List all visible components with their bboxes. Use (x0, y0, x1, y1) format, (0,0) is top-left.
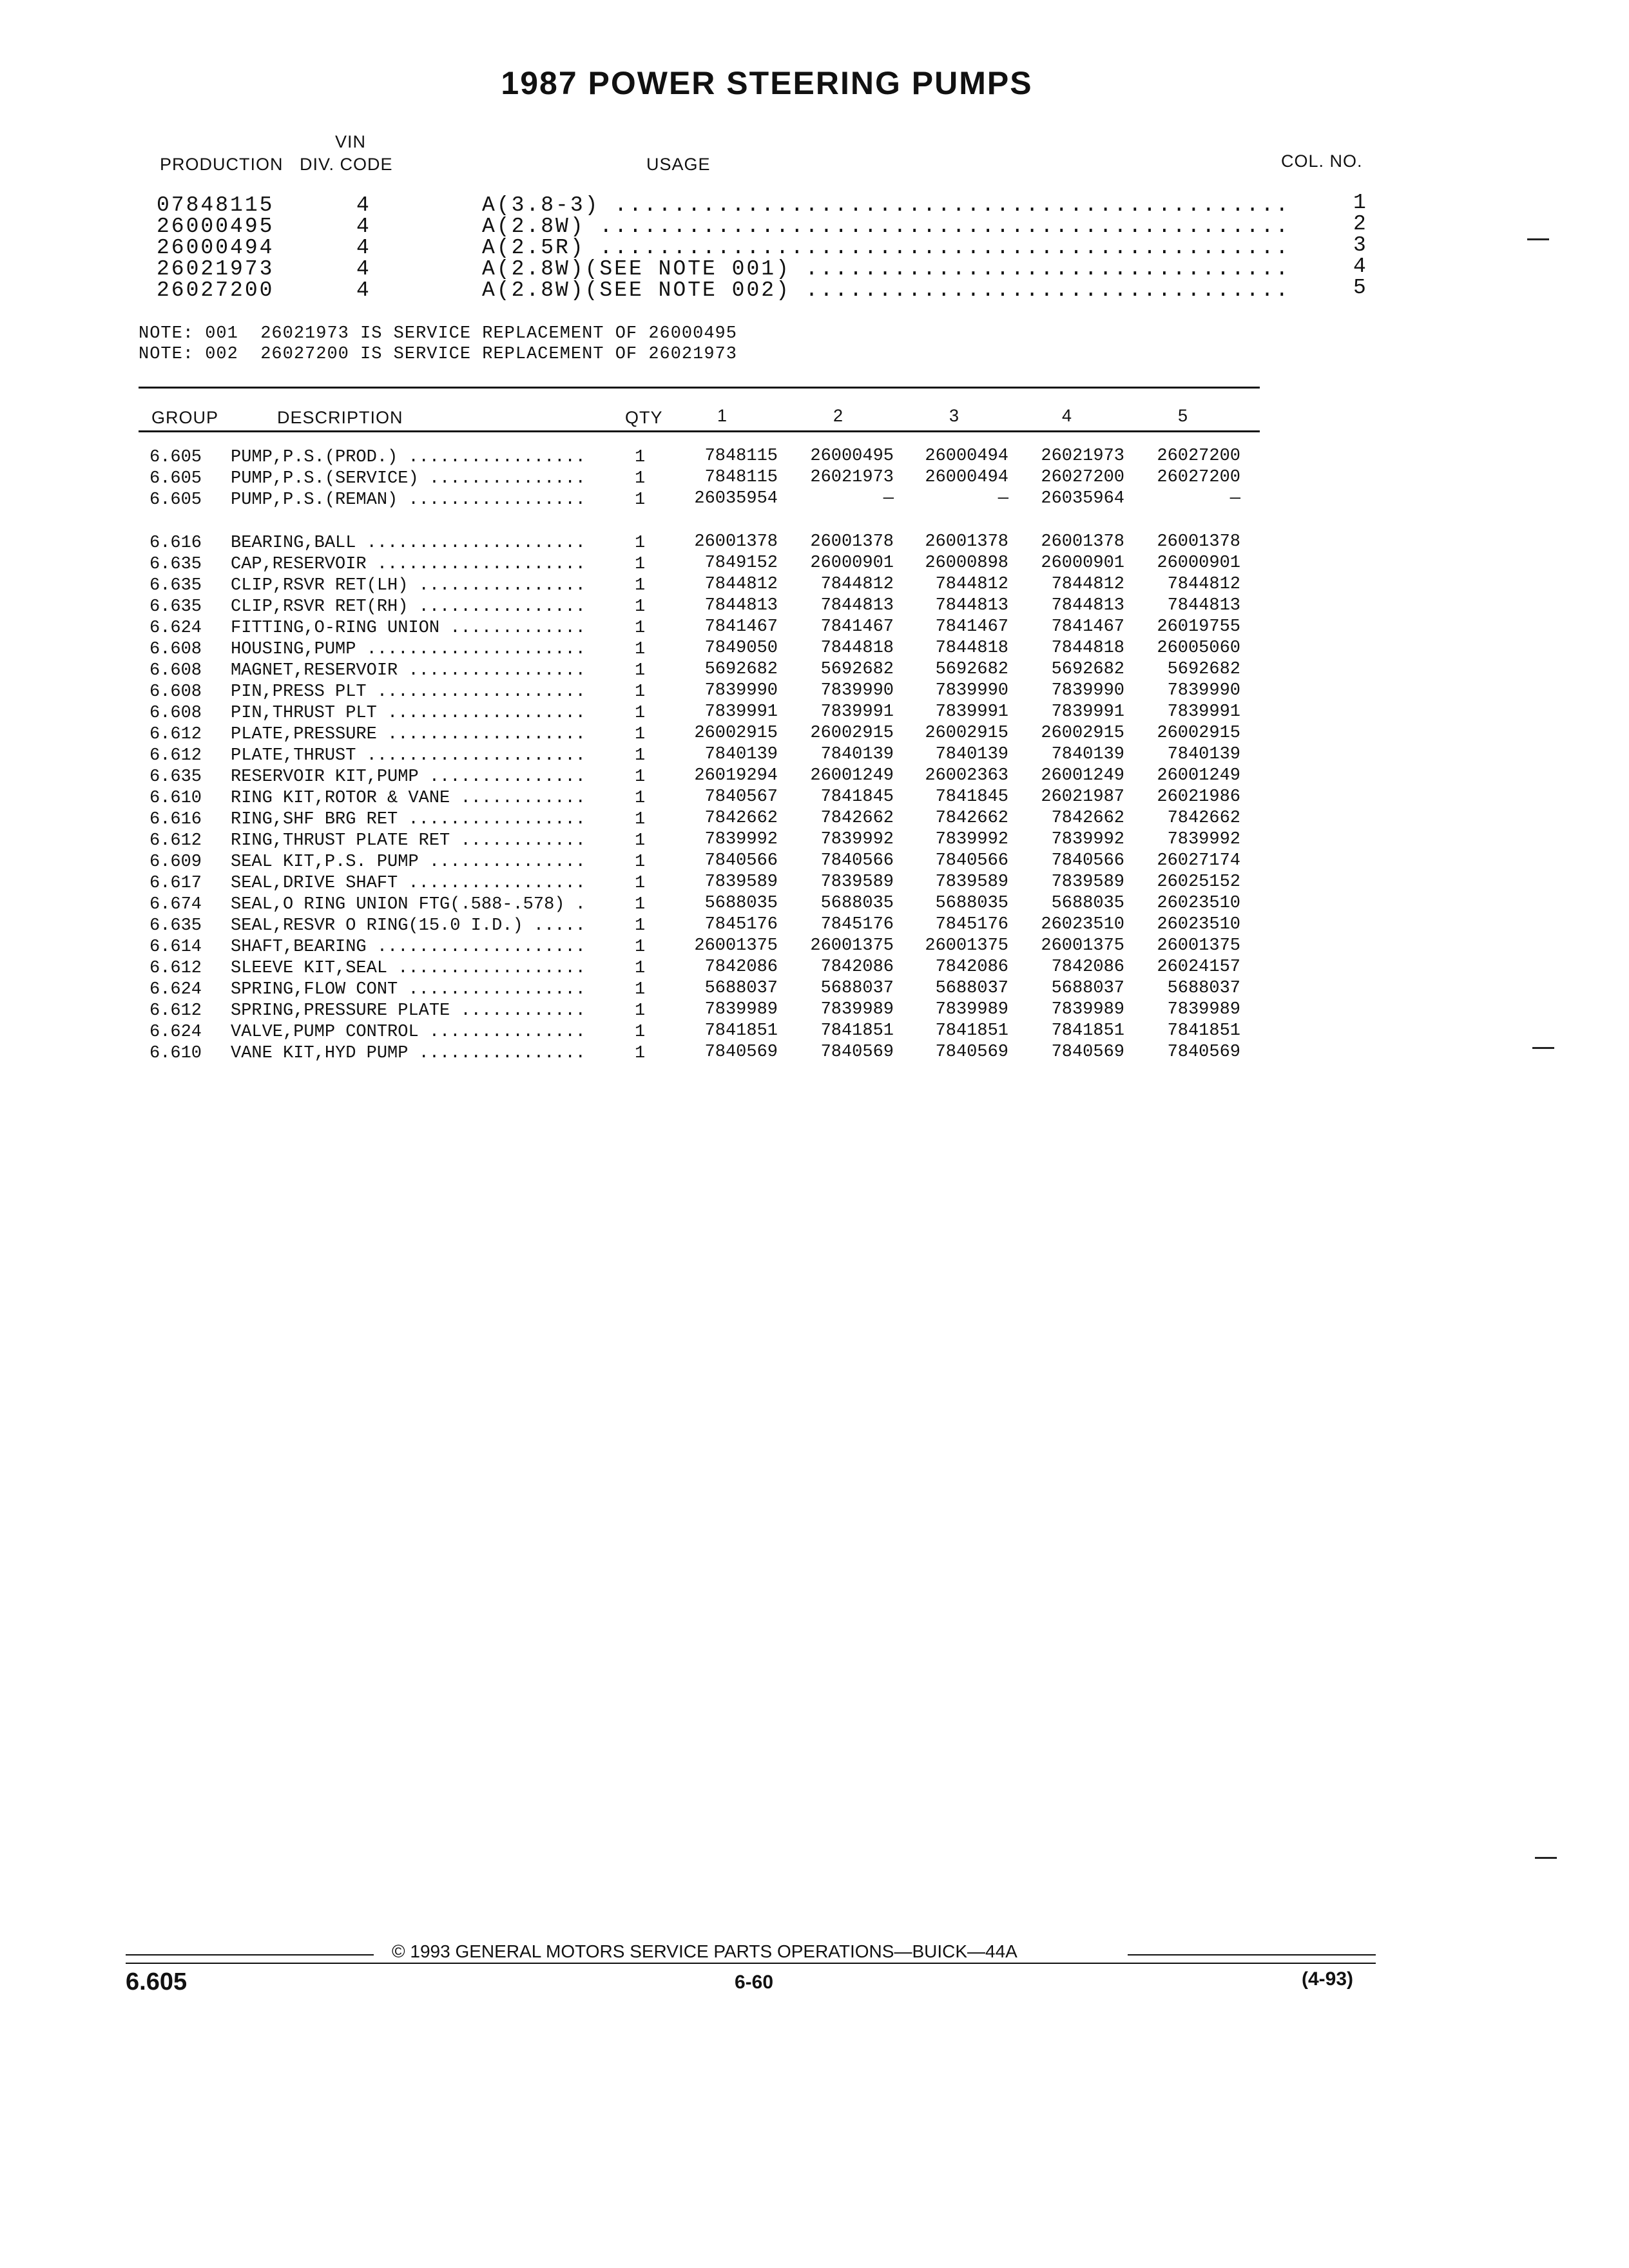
part-description: RESERVOIR KIT,PUMP ............... (231, 767, 586, 787)
vin-header: VIN (335, 132, 367, 151)
part-description: PLATE,PRESSURE ................... (231, 725, 586, 744)
part-number-cell: 26000495 (810, 447, 894, 466)
part-number-cell: 7839989 (820, 1000, 894, 1019)
part-number-cell: 26023510 (1157, 894, 1240, 913)
part-number-cell: 7842662 (935, 809, 1008, 828)
group-number: 6.605 (149, 490, 202, 510)
part-qty: 1 (635, 831, 646, 850)
group-number: 6.612 (149, 959, 202, 978)
part-number-cell: 7841467 (704, 617, 778, 637)
part-number-cell: 7839589 (820, 872, 894, 892)
part-description: SHAFT,BEARING .................... (231, 937, 586, 957)
part-number-cell: 7839589 (704, 872, 778, 892)
col-1-header: 1 (717, 406, 728, 425)
part-number-cell: 7842086 (704, 957, 778, 977)
part-qty: 1 (635, 810, 646, 829)
group-header: GROUP (151, 408, 219, 427)
part-number-cell: 7842086 (820, 957, 894, 977)
part-qty: 1 (635, 959, 646, 978)
part-description: BEARING,BALL ..................... (231, 533, 586, 553)
part-number-cell: 26002915 (925, 724, 1008, 743)
part-number-cell: 7839991 (1051, 702, 1124, 722)
part-number-cell: 7842662 (820, 809, 894, 828)
part-number-cell: 7839990 (1051, 681, 1124, 700)
part-number-cell: 7842662 (1051, 809, 1124, 828)
part-description: SEAL KIT,P.S. PUMP ............... (231, 852, 586, 872)
production-number: 26021973 (157, 257, 275, 281)
part-number-cell: 7839992 (935, 830, 1008, 849)
part-number-cell: 26027200 (1157, 447, 1240, 466)
part-number-cell: — (883, 489, 894, 508)
part-description: HOUSING,PUMP ..................... (231, 640, 586, 659)
col-number: 2 (1353, 212, 1368, 236)
group-number: 6.612 (149, 831, 202, 850)
part-number-cell: 26001378 (1041, 532, 1124, 552)
group-number: 6.610 (149, 789, 202, 808)
part-description: PIN,PRESS PLT .................... (231, 682, 586, 702)
part-qty: 1 (635, 1044, 646, 1063)
part-qty: 1 (635, 448, 646, 467)
part-qty: 1 (635, 597, 646, 617)
part-number-cell: 26035964 (1041, 489, 1124, 508)
part-description: SEAL,RESVR O RING(15.0 I.D.) ..... (231, 916, 586, 936)
part-description: PIN,THRUST PLT ................... (231, 704, 586, 723)
part-description: PUMP,P.S.(SERVICE) ............... (231, 469, 586, 488)
part-number-cell: 26019755 (1157, 617, 1240, 637)
part-number-cell: 26000494 (925, 468, 1008, 487)
part-number-cell: 7845176 (935, 915, 1008, 934)
part-number-cell: 7839589 (935, 872, 1008, 892)
part-description: CAP,RESERVOIR .................... (231, 555, 586, 574)
part-number-cell: 26000898 (925, 553, 1008, 573)
part-number-cell: 7840139 (935, 745, 1008, 764)
part-number-cell: 7840139 (1167, 745, 1240, 764)
part-qty: 1 (635, 725, 646, 744)
part-number-cell: 7845176 (704, 915, 778, 934)
group-number: 6.609 (149, 852, 202, 872)
usage-header: USAGE (646, 155, 711, 174)
part-description: RING KIT,ROTOR & VANE ............ (231, 789, 586, 808)
part-number-cell: 7839990 (704, 681, 778, 700)
page-number: 6-60 (735, 1972, 774, 1993)
part-number-cell: 26021987 (1041, 787, 1124, 807)
part-qty: 1 (635, 916, 646, 936)
part-description: RING,SHF BRG RET ................. (231, 810, 586, 829)
col-4-header: 4 (1062, 406, 1073, 425)
part-description: CLIP,RSVR RET(LH) ................ (231, 576, 586, 595)
part-number-cell: 7844818 (935, 639, 1008, 658)
part-number-cell: 5688037 (1167, 979, 1240, 998)
group-number: 6.612 (149, 746, 202, 765)
table-header-rule (139, 430, 1260, 432)
production-number: 26000494 (157, 236, 275, 260)
part-number-cell: 7839992 (1051, 830, 1124, 849)
col-2-header: 2 (833, 406, 844, 425)
group-number: 6.614 (149, 937, 202, 957)
part-number-cell: 26000901 (1157, 553, 1240, 573)
col-5-header: 5 (1178, 406, 1189, 425)
part-number-cell: 26001378 (810, 532, 894, 552)
part-number-cell: 7839989 (1051, 1000, 1124, 1019)
group-number: 6.635 (149, 767, 202, 787)
part-number-cell: 7849050 (704, 639, 778, 658)
group-number: 6.674 (149, 895, 202, 914)
col-3-header: 3 (949, 406, 960, 425)
part-number-cell: 7842662 (704, 809, 778, 828)
part-number-cell: 26019294 (694, 766, 778, 785)
footer-rule-full (126, 1963, 1376, 1964)
part-number-cell: 7840139 (704, 745, 778, 764)
div-code: 4 (356, 257, 371, 281)
part-number-cell: 5688037 (935, 979, 1008, 998)
part-number-cell: 26001249 (1041, 766, 1124, 785)
part-qty: 1 (635, 704, 646, 723)
part-number-cell: 26001378 (694, 532, 778, 552)
part-number-cell: 7839992 (820, 830, 894, 849)
part-description: RING,THRUST PLATE RET ............ (231, 831, 586, 850)
part-number-cell: 7841851 (1051, 1021, 1124, 1041)
part-number-cell: 7844818 (820, 639, 894, 658)
part-number-cell: 7839992 (1167, 830, 1240, 849)
part-number-cell: 26027174 (1157, 851, 1240, 870)
col-number: 4 (1353, 255, 1368, 278)
part-description: PLATE,THRUST ..................... (231, 746, 586, 765)
part-qty: 1 (635, 852, 646, 872)
part-qty: 1 (635, 980, 646, 999)
part-number-cell: 7841851 (820, 1021, 894, 1041)
section-number: 6.605 (126, 1968, 188, 1995)
part-number-cell: — (1229, 489, 1240, 508)
part-qty: 1 (635, 789, 646, 808)
part-qty: 1 (635, 661, 646, 680)
part-qty: 1 (635, 640, 646, 659)
div-code: 4 (356, 215, 371, 238)
part-qty: 1 (635, 576, 646, 595)
group-number: 6.605 (149, 448, 202, 467)
part-number-cell: 7841845 (820, 787, 894, 807)
part-number-cell: 7848115 (704, 447, 778, 466)
div-code-header: DIV. CODE (300, 155, 393, 174)
part-qty: 1 (635, 937, 646, 957)
part-number-cell: 5688035 (1051, 894, 1124, 913)
part-number-cell: 7844812 (1051, 575, 1124, 594)
part-number-cell: 7840569 (935, 1043, 1008, 1062)
part-description: SPRING,FLOW CONT ................. (231, 980, 586, 999)
part-number-cell: 7844813 (935, 596, 1008, 615)
table-top-rule (139, 387, 1260, 389)
part-number-cell: 26001375 (694, 936, 778, 956)
part-number-cell: 26001375 (925, 936, 1008, 956)
part-number-cell: 26021973 (810, 468, 894, 487)
part-number-cell: 7839989 (704, 1000, 778, 1019)
part-number-cell: 26021973 (1041, 447, 1124, 466)
part-number-cell: 26001375 (1041, 936, 1124, 956)
part-number-cell: 26002915 (1157, 724, 1240, 743)
group-number: 6.635 (149, 555, 202, 574)
group-number: 6.608 (149, 682, 202, 702)
part-description: FITTING,O-RING UNION ............. (231, 619, 586, 638)
part-description: CLIP,RSVR RET(RH) ................ (231, 597, 586, 617)
part-number-cell: 26001378 (1157, 532, 1240, 552)
part-number-cell: 26002915 (1041, 724, 1124, 743)
footer-rule-right (1128, 1954, 1376, 1956)
part-number-cell: 26023510 (1157, 915, 1240, 934)
part-number-cell: 5688037 (1051, 979, 1124, 998)
part-number-cell: 26001375 (1157, 936, 1240, 956)
part-number-cell: 26002363 (925, 766, 1008, 785)
part-number-cell: 5688035 (704, 894, 778, 913)
production-number: 26027200 (157, 278, 275, 302)
part-number-cell: 26005060 (1157, 639, 1240, 658)
group-number: 6.616 (149, 533, 202, 553)
part-description: SEAL,DRIVE SHAFT ................. (231, 874, 586, 893)
part-number-cell: 5688035 (935, 894, 1008, 913)
col-number: 3 (1353, 233, 1368, 257)
page-title: 1987 POWER STEERING PUMPS (501, 65, 1033, 101)
part-description: SPRING,PRESSURE PLATE ............ (231, 1001, 586, 1021)
part-number-cell: 7840139 (820, 745, 894, 764)
margin-mark (1527, 238, 1549, 240)
part-number-cell: 7841851 (704, 1021, 778, 1041)
part-number-cell: 26023510 (1041, 915, 1124, 934)
part-number-cell: 7839991 (1167, 702, 1240, 722)
part-number-cell: 26035954 (694, 489, 778, 508)
part-description: PUMP,P.S.(PROD.) ................. (231, 448, 586, 467)
part-number-cell: 7848115 (704, 468, 778, 487)
part-number-cell: 7844813 (704, 596, 778, 615)
part-number-cell: 7840569 (820, 1043, 894, 1062)
part-qty: 1 (635, 682, 646, 702)
part-number-cell: 7842086 (935, 957, 1008, 977)
part-number-cell: 7841851 (935, 1021, 1008, 1041)
div-code: 4 (356, 236, 371, 260)
group-number: 6.624 (149, 980, 202, 999)
part-qty: 1 (635, 490, 646, 510)
usage-text: A(2.8W)(SEE NOTE 002) ................................. (482, 278, 1291, 302)
part-number-cell: — (998, 489, 1008, 508)
part-qty: 1 (635, 874, 646, 893)
group-number: 6.617 (149, 874, 202, 893)
part-number-cell: 26027200 (1041, 468, 1124, 487)
group-number: 6.624 (149, 1023, 202, 1042)
group-number: 6.610 (149, 1044, 202, 1063)
part-number-cell: 7841467 (935, 617, 1008, 637)
part-qty: 1 (635, 746, 646, 765)
part-number-cell: 7839991 (820, 702, 894, 722)
part-number-cell: 26025152 (1157, 872, 1240, 892)
group-number: 6.612 (149, 725, 202, 744)
col-number: 5 (1353, 276, 1368, 300)
part-number-cell: 7840566 (704, 851, 778, 870)
group-number: 6.624 (149, 619, 202, 638)
part-number-cell: 7840569 (704, 1043, 778, 1062)
part-description: PUMP,P.S.(REMAN) ................. (231, 490, 586, 510)
part-qty: 1 (635, 619, 646, 638)
part-description: SLEEVE KIT,SEAL .................. (231, 959, 586, 978)
part-number-cell: 7842662 (1167, 809, 1240, 828)
part-number-cell: 7844812 (704, 575, 778, 594)
div-code: 4 (356, 193, 371, 217)
part-qty: 1 (635, 1023, 646, 1042)
part-number-cell: 7844818 (1051, 639, 1124, 658)
part-qty: 1 (635, 895, 646, 914)
part-number-cell: 26001249 (1157, 766, 1240, 785)
part-number-cell: 7839991 (935, 702, 1008, 722)
description-header: DESCRIPTION (277, 408, 403, 427)
part-number-cell: 5692682 (1167, 660, 1240, 679)
part-number-cell: 7841467 (1051, 617, 1124, 637)
part-number-cell: 7839989 (935, 1000, 1008, 1019)
group-number: 6.608 (149, 661, 202, 680)
part-qty: 1 (635, 767, 646, 787)
usage-text: A(3.8-3) .............................................. (482, 193, 1291, 217)
usage-text: A(2.8W) ............................................... (482, 215, 1291, 238)
note-001: NOTE: 001 26021973 IS SERVICE REPLACEMENT OF 26000495 (139, 324, 737, 343)
part-number-cell: 7840566 (935, 851, 1008, 870)
part-number-cell: 26002915 (694, 724, 778, 743)
part-number-cell: 7840567 (704, 787, 778, 807)
part-number-cell: 26000901 (1041, 553, 1124, 573)
part-number-cell: 5692682 (704, 660, 778, 679)
margin-mark (1535, 1857, 1557, 1859)
part-number-cell: 7844813 (1051, 596, 1124, 615)
group-number: 6.635 (149, 597, 202, 617)
part-number-cell: 7839990 (1167, 681, 1240, 700)
part-number-cell: 5688037 (704, 979, 778, 998)
revision-date: (4-93) (1302, 1968, 1354, 1990)
copyright-text: © 1993 GENERAL MOTORS SERVICE PARTS OPERATIONS—BUICK—44A (392, 1941, 1017, 1961)
production-number: 07848115 (157, 193, 275, 217)
part-number-cell: 26027200 (1157, 468, 1240, 487)
part-number-cell: 7840569 (1051, 1043, 1124, 1062)
part-number-cell: 7842086 (1051, 957, 1124, 977)
part-description: SEAL,O RING UNION FTG(.588-.578) . (231, 895, 586, 914)
part-number-cell: 7840566 (820, 851, 894, 870)
part-number-cell: 7840566 (1051, 851, 1124, 870)
part-description: VANE KIT,HYD PUMP ................ (231, 1044, 586, 1063)
part-number-cell: 26000494 (925, 447, 1008, 466)
note-002: NOTE: 002 26027200 IS SERVICE REPLACEMENT OF 26021973 (139, 345, 737, 364)
part-number-cell: 5688035 (820, 894, 894, 913)
part-number-cell: 7844812 (935, 575, 1008, 594)
usage-text: A(2.8W)(SEE NOTE 001) ................................. (482, 257, 1291, 281)
col-no-header: COL. NO. (1281, 151, 1363, 171)
part-number-cell: 7839589 (1051, 872, 1124, 892)
part-qty: 1 (635, 555, 646, 574)
part-number-cell: 26001375 (810, 936, 894, 956)
part-number-cell: 26021986 (1157, 787, 1240, 807)
part-number-cell: 7845176 (820, 915, 894, 934)
part-number-cell: 7839992 (704, 830, 778, 849)
usage-text: A(2.5R) ............................................... (482, 236, 1291, 260)
part-number-cell: 5692682 (820, 660, 894, 679)
part-number-cell: 7841851 (1167, 1021, 1240, 1041)
part-number-cell: 26001249 (810, 766, 894, 785)
part-description: MAGNET,RESERVOIR ................. (231, 661, 586, 680)
part-number-cell: 26002915 (810, 724, 894, 743)
part-qty: 1 (635, 1001, 646, 1021)
production-header: PRODUCTION (160, 155, 284, 174)
part-number-cell: 7839989 (1167, 1000, 1240, 1019)
part-number-cell: 7844812 (1167, 575, 1240, 594)
part-number-cell: 7844813 (1167, 596, 1240, 615)
production-number: 26000495 (157, 215, 275, 238)
part-number-cell: 7839990 (935, 681, 1008, 700)
part-number-cell: 5692682 (935, 660, 1008, 679)
part-qty: 1 (635, 469, 646, 488)
part-number-cell: 26001378 (925, 532, 1008, 552)
group-number: 6.605 (149, 469, 202, 488)
div-code: 4 (356, 278, 371, 302)
part-number-cell: 5688037 (820, 979, 894, 998)
part-number-cell: 7841467 (820, 617, 894, 637)
part-number-cell: 5692682 (1051, 660, 1124, 679)
group-number: 6.608 (149, 704, 202, 723)
part-description: VALVE,PUMP CONTROL ............... (231, 1023, 586, 1042)
part-number-cell: 26024157 (1157, 957, 1240, 977)
part-number-cell: 7839991 (704, 702, 778, 722)
group-number: 6.616 (149, 810, 202, 829)
col-number: 1 (1353, 191, 1368, 215)
part-number-cell: 7840139 (1051, 745, 1124, 764)
part-qty: 1 (635, 533, 646, 553)
part-number-cell: 7841845 (935, 787, 1008, 807)
part-number-cell: 7844812 (820, 575, 894, 594)
part-number-cell: 26000901 (810, 553, 894, 573)
group-number: 6.612 (149, 1001, 202, 1021)
footer-rule-left (126, 1954, 374, 1956)
part-number-cell: 7849152 (704, 553, 778, 573)
part-number-cell: 7839990 (820, 681, 894, 700)
part-number-cell: 7844813 (820, 596, 894, 615)
part-number-cell: 7840569 (1167, 1043, 1240, 1062)
margin-mark (1532, 1047, 1554, 1049)
group-number: 6.635 (149, 916, 202, 936)
group-number: 6.608 (149, 640, 202, 659)
group-number: 6.635 (149, 576, 202, 595)
qty-header: QTY (625, 408, 663, 427)
